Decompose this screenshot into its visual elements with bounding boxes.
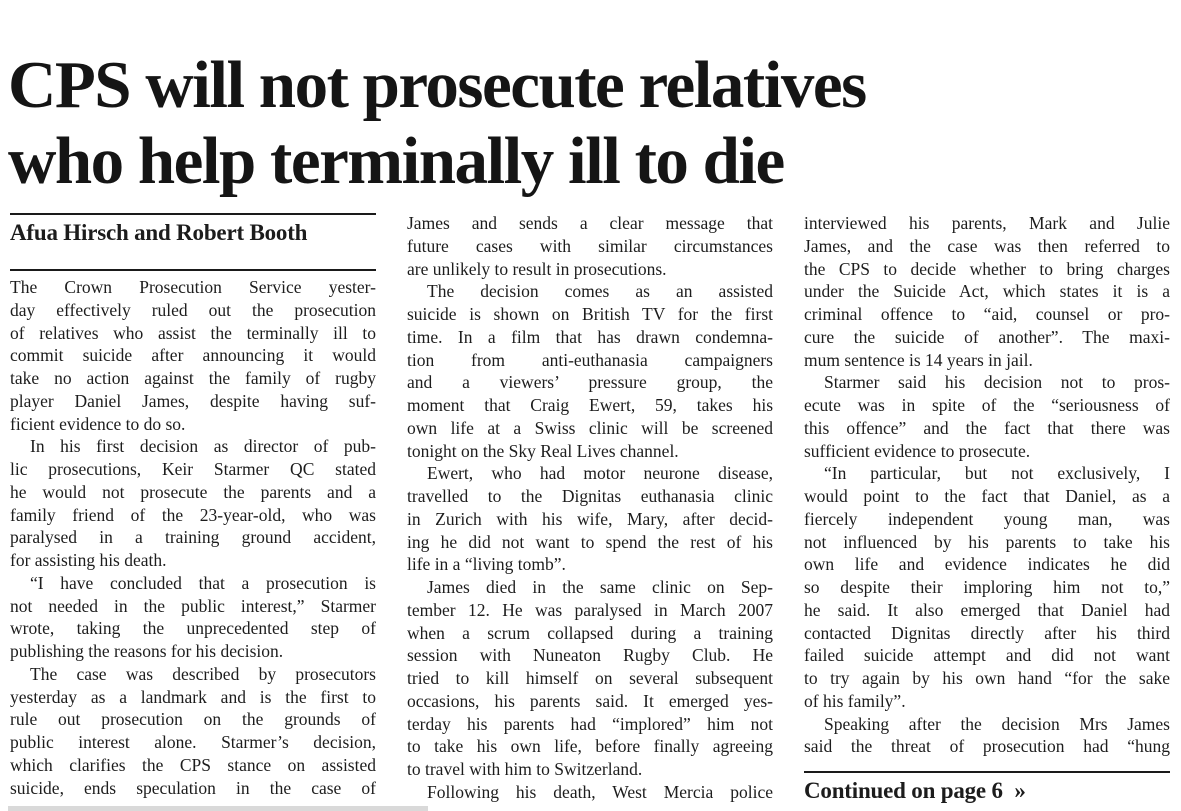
body-text-line: so despite their imploring him not to,” <box>804 577 1170 597</box>
continued-label: Continued on page 6 <box>804 778 1003 803</box>
body-text-line: he would not prosecute the parents and a <box>10 481 376 502</box>
article-column-2 <box>407 212 773 804</box>
body-text-line: sufficient evidence to prosecute. <box>804 440 1031 461</box>
headline-line-1: CPS will not prosecute relatives <box>8 47 866 122</box>
body-text-line: not needed in the public interest,” Starmer <box>10 595 376 616</box>
body-text-line: player Daniel James, despite having suf- <box>10 390 376 411</box>
continued-link[interactable] <box>804 778 1170 804</box>
body-text-line: ficient evidence to do so. <box>10 413 186 434</box>
body-text-line: own life and evidence indicates he did <box>804 554 1170 575</box>
body-text-line: future cases with similar circumstances <box>407 235 773 256</box>
body-text-line: In his first decision as director of pub- <box>30 436 376 457</box>
body-text-line: life in a “living tomb”. <box>407 554 566 575</box>
body-text-line: occasions, his parents said. It emerged yes- <box>407 690 773 711</box>
body-text-line: Starmer said his decision not to pros- <box>824 372 1170 393</box>
page-edge-artifact <box>8 806 428 811</box>
body-text-line: session with Nuneaton Rugby Club. He <box>407 645 773 666</box>
body-text-line: time. In a film that has drawn condemna- <box>407 326 773 347</box>
body-text-line: ecute was in spite of the “seriousness of <box>804 395 1170 415</box>
body-text-line: tonight on the Sky Real Lives channel. <box>407 440 679 461</box>
body-text-line: which clarifies the CPS stance on assisted <box>10 754 376 775</box>
body-text-line: James died in the same clinic on Sep- <box>427 577 773 597</box>
body-text-line: in Zurich with his wife, Mary, after decid- <box>407 508 773 529</box>
body-text-line: travelled to the Dignitas euthanasia clinic <box>407 486 773 506</box>
double-chevron-icon: » <box>1014 778 1026 803</box>
body-text-line: The decision comes as an assisted <box>427 281 773 302</box>
body-text-line: “I have concluded that a prosecution is <box>30 572 376 593</box>
body-text-line: to try again by his own hand “for the sake <box>804 668 1170 688</box>
column-2-text <box>407 212 773 804</box>
body-text-line: failed suicide attempt and did not want <box>804 645 1170 666</box>
body-text-line: interviewed his parents, Mark and Julie <box>804 213 1170 233</box>
body-text-line: he said. It also emerged that Daniel had <box>804 599 1170 620</box>
body-text-line: criminal offence to “aid, counsel or pro- <box>804 304 1170 324</box>
body-text-line: mum sentence is 14 years in jail. <box>804 349 1033 370</box>
body-text-line: tried to kill himself on several subsequent <box>407 668 773 688</box>
byline-block <box>10 213 376 271</box>
body-text-line: wrote, taking the unprecedented step of <box>10 618 376 639</box>
body-text-line: this offence” and the fact that there was <box>804 417 1170 438</box>
column-1-text <box>10 276 376 799</box>
body-text-line: own life at a Swiss clinic will be screened <box>407 417 773 438</box>
body-text-line: cure the suicide of another”. The maxi- <box>804 326 1170 347</box>
body-text-line: ing he did not want to spend the rest of his <box>407 531 773 552</box>
article-column-1 <box>10 213 376 799</box>
body-text-line: fiercely independent young man, was <box>804 508 1170 529</box>
body-text-line: contacted Dignitas directly after his third <box>804 622 1170 643</box>
column-3-text <box>804 212 1170 758</box>
body-text-line: family friend of the 23-year-old, who was <box>10 504 376 525</box>
continued-block <box>804 771 1170 804</box>
body-text-line: The Crown Prosecution Service yester- <box>10 277 376 297</box>
body-text-line: The case was described by prosecutors <box>30 663 376 684</box>
body-text-line: would point to the fact that Daniel, as a <box>804 486 1170 506</box>
body-text-line: the CPS to decide whether to bring charges <box>804 258 1170 279</box>
body-text-line: James, and the case was then referred to <box>804 235 1170 256</box>
body-text-line: day effectively ruled out the prosecution <box>10 299 376 320</box>
byline: Afua Hirsch and Robert Booth <box>10 220 308 245</box>
body-text-line: public interest alone. Starmer’s decision, <box>10 732 376 752</box>
body-text-line: commit suicide after announcing it would <box>10 345 376 366</box>
body-text-line: for assisting his death. <box>10 550 167 570</box>
body-text-line: and a viewers’ pressure group, the <box>407 372 773 393</box>
body-text-line: not influenced by his parents to take his <box>804 531 1170 552</box>
body-text-line: to travel with him to Switzerland. <box>407 759 643 779</box>
body-text-line: moment that Craig Ewert, 59, takes his <box>407 395 773 415</box>
body-text-line: publishing the reasons for his decision. <box>10 641 284 661</box>
body-text-line: tion from anti-euthanasia campaigners <box>407 349 773 370</box>
body-text-line: Speaking after the decision Mrs James <box>824 713 1170 734</box>
body-text-line: Ewert, who had motor neurone disease, <box>427 463 773 484</box>
body-text-line: James and sends a clear message that <box>407 213 773 233</box>
body-text-line: Following his death, West Mercia police <box>427 781 773 802</box>
body-text-line: suicide, ends speculation in the case of <box>10 777 376 798</box>
body-text-line: of his family”. <box>804 690 906 711</box>
body-text-line: said the threat of prosecution had “hung <box>804 736 1170 757</box>
body-text-line: lic prosecutions, Keir Starmer QC stated <box>10 459 376 479</box>
body-text-line: of relatives who assist the terminally ill to <box>10 322 376 343</box>
body-text-line: suicide is shown on British TV for the first <box>407 304 773 324</box>
body-text-line: yesterday as a landmark and is the first to <box>10 686 376 707</box>
body-text-line: rule out prosecution on the grounds of <box>10 709 376 730</box>
body-text-line: are unlikely to result in prosecutions. <box>407 258 667 279</box>
body-text-line: take no action against the family of rugby <box>10 368 376 388</box>
body-text-line: paralysed in a training ground accident, <box>10 527 376 548</box>
body-text-line: to take his own life, before finally agreeing <box>407 736 773 757</box>
body-text-line: “In particular, but not exclusively, I <box>824 463 1170 484</box>
headline-line-2: who help terminally ill to die <box>8 123 784 198</box>
body-text-line: tember 12. He was paralysed in March 2007 <box>407 599 773 620</box>
body-text-line: under the Suicide Act, which states it is a <box>804 281 1170 302</box>
body-text-line: terday his parents had “implored” him not <box>407 713 773 734</box>
page-title <box>8 47 1128 199</box>
article-column-3 <box>804 212 1170 804</box>
body-text-line: when a scrum collapsed during a training <box>407 622 773 643</box>
